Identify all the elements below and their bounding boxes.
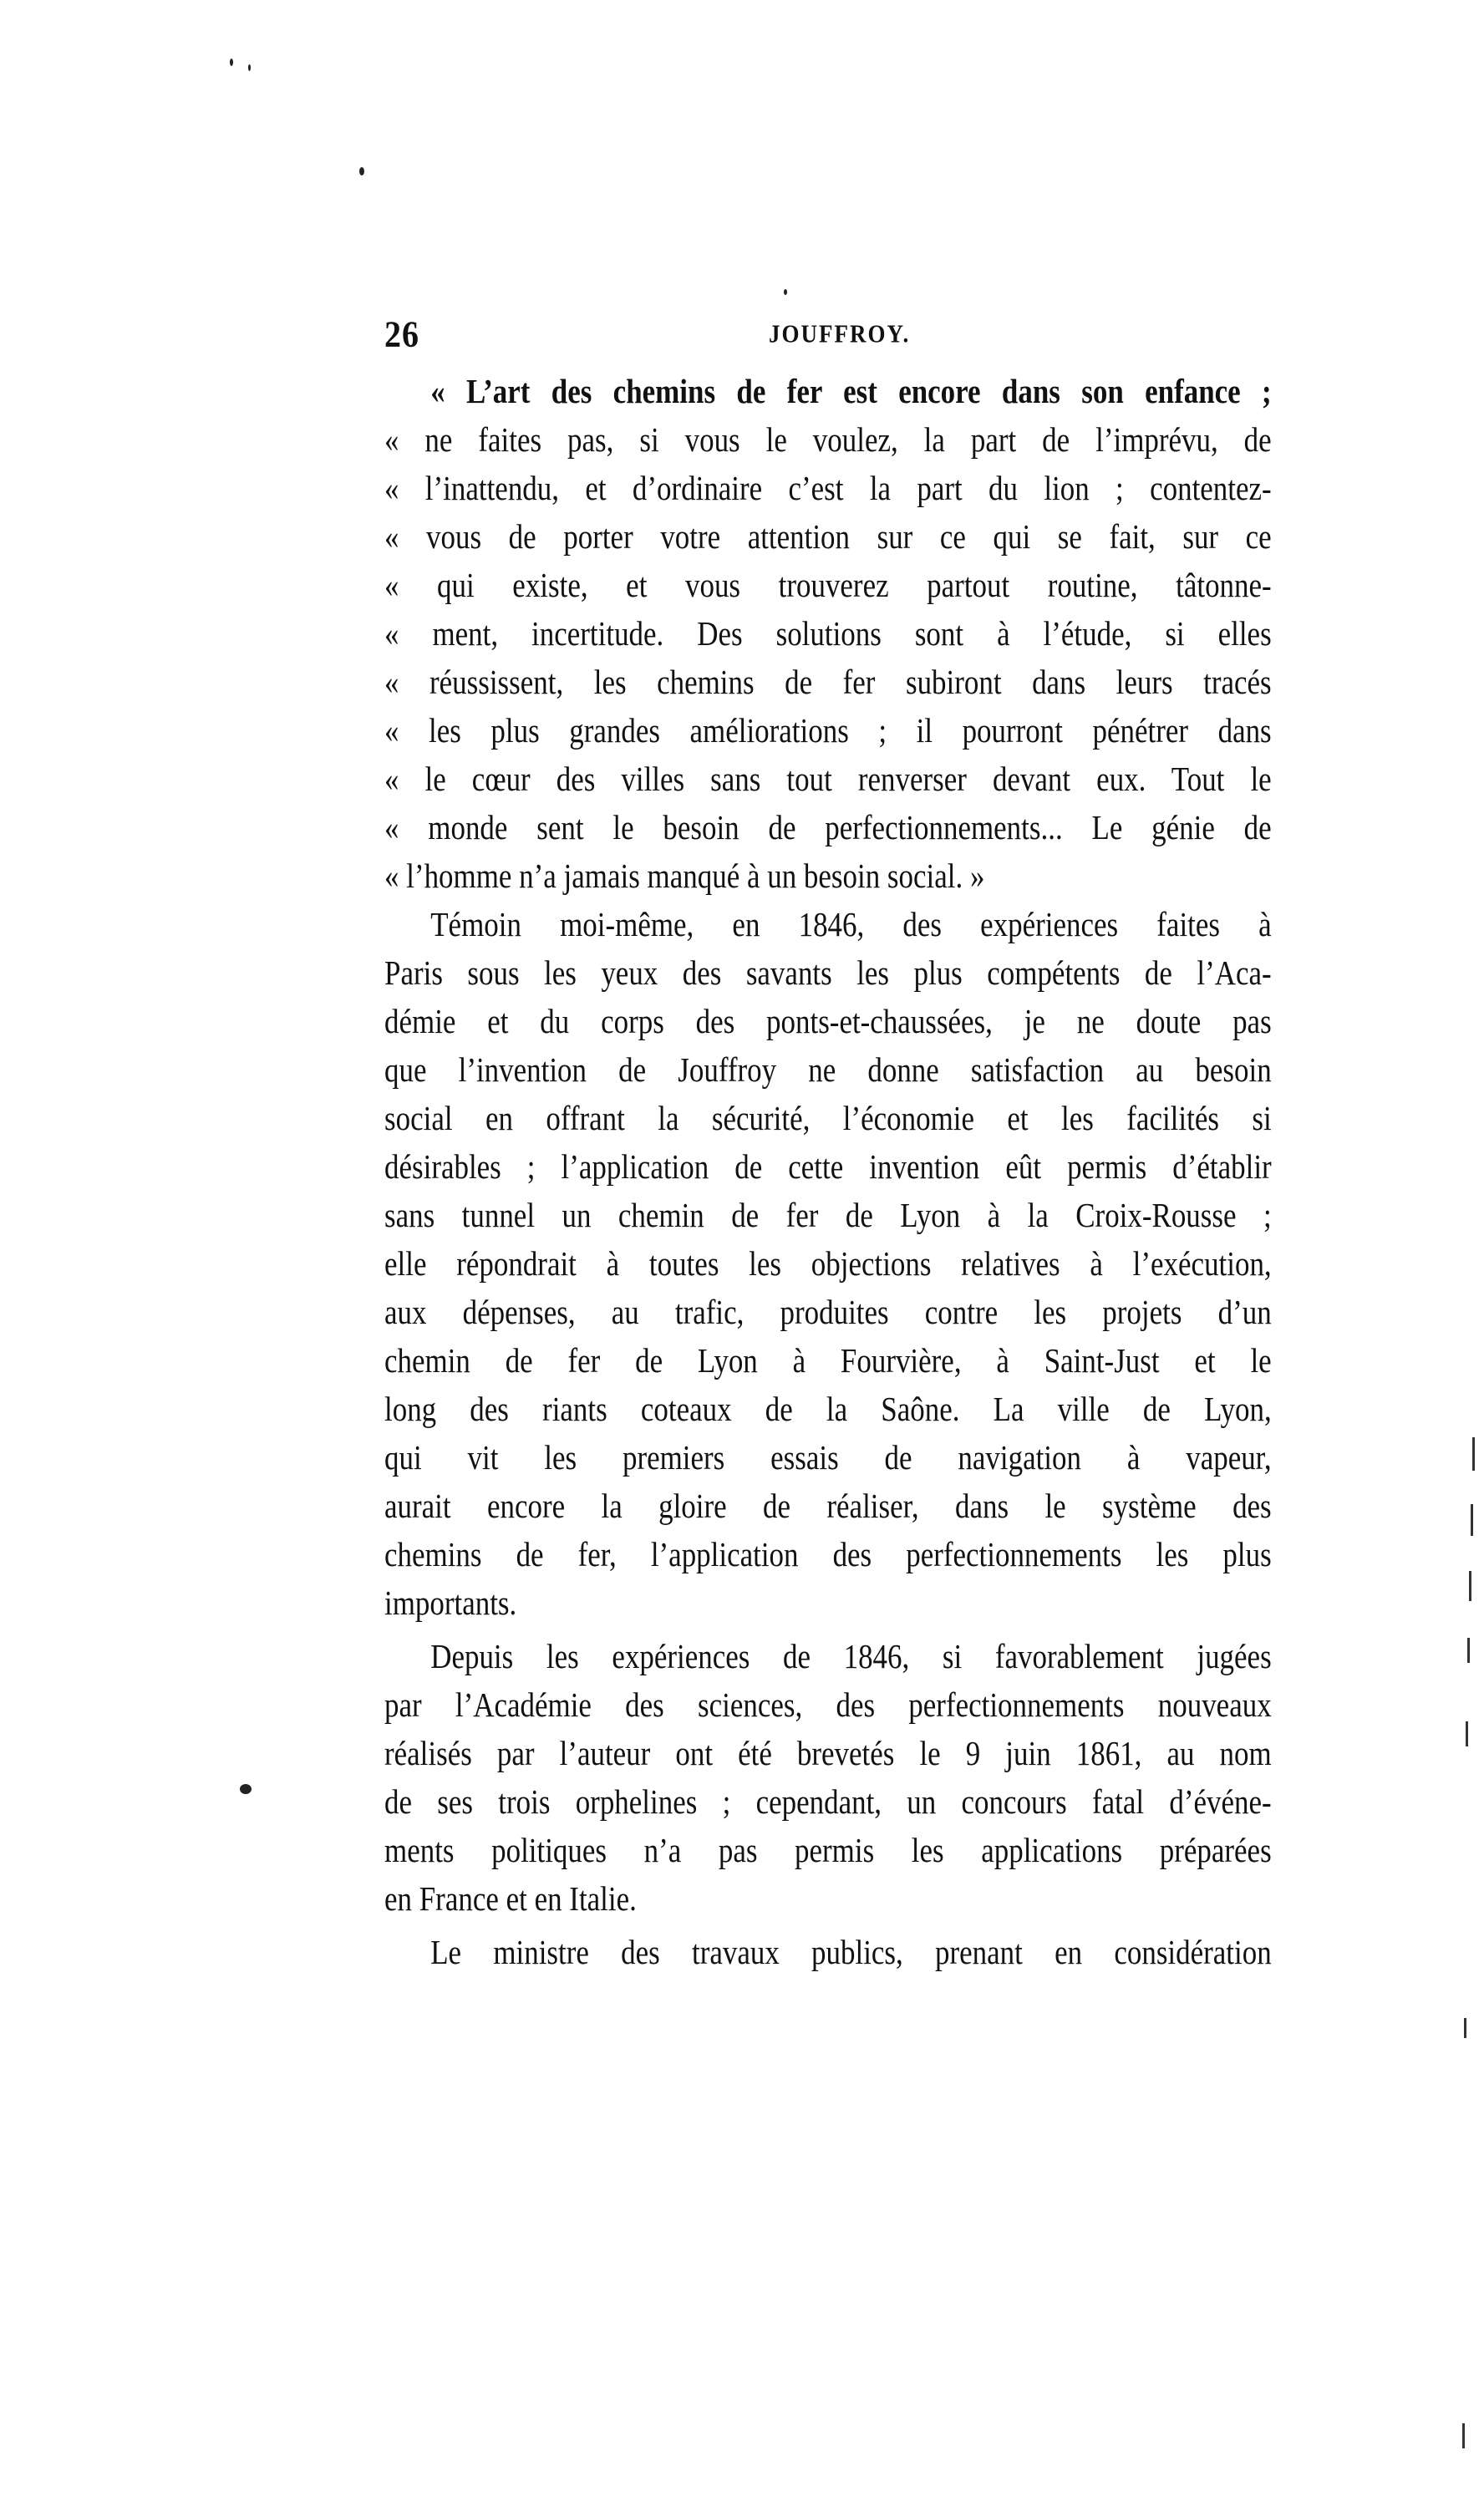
text-line: qui vit les premiers essais de navigation à vapeur, bbox=[384, 1439, 1272, 1477]
scan-speck bbox=[230, 58, 233, 66]
quote-line: « qui existe, et vous trouverez partout routine, tâtonne- bbox=[384, 567, 1272, 605]
text-line: social en offrant la sécurité, l’économie et les facilités si bbox=[384, 1100, 1272, 1138]
quote-line: « l’homme n’a jamais manqué à un besoin social. » bbox=[384, 857, 985, 896]
scan-speck bbox=[784, 289, 787, 295]
quote-line: « le cœur des villes sans tout renverser devant eux. Tout le bbox=[384, 760, 1272, 799]
paragraph bbox=[384, 901, 1272, 1628]
quote-line: « L’art des chemins de fer est encore dans son enfance ; bbox=[430, 373, 1272, 411]
scan-edge-mark bbox=[1466, 1721, 1468, 1746]
text-line: importants. bbox=[384, 1584, 517, 1623]
quote-line: « ne faites pas, si vous le voulez, la part de l’imprévu, de bbox=[384, 421, 1272, 460]
text-line: Le ministre des travaux publics, prenant en considération bbox=[430, 1934, 1272, 1972]
text-line: en France et en Italie. bbox=[384, 1880, 637, 1919]
text-line: sans tunnel un chemin de fer de Lyon à la Croix-Rousse ; bbox=[384, 1197, 1272, 1235]
quote-line: « ment, incertitude. Des solutions sont à l’étude, si elles bbox=[384, 615, 1272, 653]
scan-edge-mark bbox=[1472, 1437, 1475, 1471]
running-title: JOUFFROY. bbox=[769, 318, 911, 348]
text-line: elle répondrait à toutes les objections relatives à l’exécution, bbox=[384, 1245, 1272, 1284]
quote-line: « vous de porter votre attention sur ce qui se fait, sur ce bbox=[384, 518, 1272, 557]
text-line: que l’invention de Jouffroy ne donne satisfaction au besoin bbox=[384, 1051, 1272, 1090]
body-text bbox=[384, 368, 1272, 1977]
text-line: Paris sous les yeux des savants les plus compétents de l’Aca- bbox=[384, 954, 1272, 993]
quote-line: « monde sent le besoin de perfectionnements... Le génie de bbox=[384, 809, 1272, 847]
quote-line: « les plus grandes améliorations ; il pourront pénétrer dans bbox=[384, 712, 1272, 750]
scan-edge-mark bbox=[1464, 2018, 1466, 2038]
quote-block bbox=[384, 368, 1272, 901]
paragraph bbox=[384, 1929, 1272, 1977]
quote-line: « l’inattendu, et d’ordinaire c’est la part du lion ; contentez- bbox=[384, 470, 1272, 508]
text-line: ments politiques n’a pas permis les applications préparées bbox=[384, 1832, 1272, 1870]
scan-speck bbox=[359, 167, 364, 175]
text-line: chemin de fer de Lyon à Fourvière, à Saint-Just et le bbox=[384, 1342, 1272, 1380]
text-line: Témoin moi-même, en 1846, des expériences faites à bbox=[430, 906, 1272, 944]
scan-edge-mark bbox=[1462, 2423, 1465, 2448]
text-line: désirables ; l’application de cette invention eût permis d’établir bbox=[384, 1148, 1272, 1187]
scan-edge-mark bbox=[1471, 1504, 1473, 1536]
scan-speck bbox=[240, 1784, 252, 1794]
text-line: aux dépenses, au trafic, produites contre les projets d’un bbox=[384, 1294, 1272, 1332]
quote-line: « réussissent, les chemins de fer subiront dans leurs tracés bbox=[384, 663, 1272, 702]
text-line: par l’Académie des sciences, des perfectionnements nouveaux bbox=[384, 1686, 1272, 1725]
scan-speck bbox=[248, 64, 251, 71]
text-line: long des riants coteaux de la Saône. La ville de Lyon, bbox=[384, 1390, 1272, 1429]
paragraph bbox=[384, 1633, 1272, 1924]
text-line: aurait encore la gloire de réaliser, dans le système des bbox=[384, 1487, 1272, 1526]
scan-edge-mark bbox=[1469, 1571, 1471, 1601]
text-line: démie et du corps des ponts-et-chaussées, je ne doute pas bbox=[384, 1003, 1272, 1041]
text-line: Depuis les expériences de 1846, si favorablement jugées bbox=[430, 1638, 1272, 1676]
running-head bbox=[384, 314, 1272, 354]
text-line: réalisés par l’auteur ont été brevetés le 9 juin 1861, au nom bbox=[384, 1735, 1272, 1773]
page-number: 26 bbox=[384, 313, 419, 355]
scan-edge-mark bbox=[1467, 1638, 1470, 1663]
text-line: chemins de fer, l’application des perfectionnements les plus bbox=[384, 1536, 1272, 1574]
text-line: de ses trois orphelines ; cependant, un concours fatal d’événe- bbox=[384, 1783, 1272, 1822]
